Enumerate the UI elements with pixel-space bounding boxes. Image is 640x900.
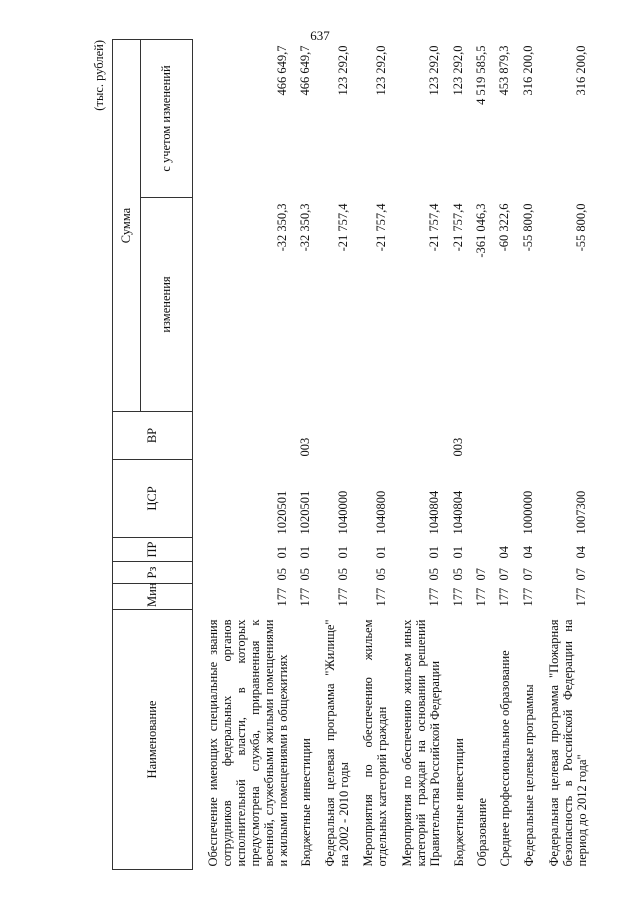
cell-with-change: 123 292,0 [336, 45, 351, 96]
cell-vr: 003 [298, 437, 313, 457]
cell-change: -55 800,0 [574, 203, 588, 252]
cell-with-change: 123 292,0 [373, 45, 388, 96]
header-csr: ЦСР [113, 460, 193, 538]
cell-csr: 1040804 [450, 490, 465, 535]
cell-vr [515, 412, 538, 460]
table-row [193, 40, 294, 870]
table-body [193, 40, 593, 870]
cell-pr: 01 [427, 546, 442, 559]
cell-vr [492, 412, 515, 460]
cell-name: Федеральная целевая программа "Жилище" на 2002 - 2010 годы [323, 619, 352, 867]
cell-change: -21 757,4 [336, 203, 351, 252]
header-name: Наименование [113, 610, 193, 870]
table-row [492, 40, 515, 870]
cell-min: 177 [336, 587, 351, 607]
cell-name: Федеральные целевые программы [521, 684, 536, 867]
cell-pr: 04 [497, 546, 512, 559]
table-row [469, 40, 492, 870]
header-vr: ВР [113, 412, 193, 460]
cell-rz: 05 [450, 568, 465, 581]
header-with-change: с учетом изменений [141, 40, 193, 198]
cell-vr [354, 412, 392, 460]
cell-min: 177 [450, 587, 465, 607]
cell-with-change: 466 649,7 [298, 45, 313, 96]
cell-with-change: 123 292,0 [427, 45, 442, 96]
cell-min: 177 [275, 587, 290, 607]
table-row [392, 40, 445, 870]
cell-pr: 01 [450, 546, 465, 559]
cell-name: Среднее профессиональное образование [498, 650, 513, 867]
table-row [316, 40, 354, 870]
cell-csr: 1040800 [373, 490, 388, 535]
cell-csr [469, 460, 492, 538]
units-label: (тыс. рублей) [92, 40, 106, 111]
cell-change: -21 757,4 [450, 203, 465, 252]
header-summa: Сумма [113, 40, 141, 412]
cell-pr: 01 [336, 546, 351, 559]
cell-min: 177 [298, 587, 313, 607]
cell-min: 177 [520, 587, 535, 607]
cell-min: 177 [574, 587, 588, 607]
header-pr: ПР [113, 538, 193, 562]
cell-change: -32 350,3 [298, 203, 313, 252]
cell-min: 177 [473, 587, 488, 607]
cell-change: -361 046,3 [473, 203, 488, 258]
cell-name: Бюджетные инвестиции [299, 738, 314, 867]
cell-with-change: 4 519 585,5 [473, 45, 488, 105]
rotated-page-content [72, 40, 592, 870]
cell-with-change: 123 292,0 [450, 45, 465, 96]
header-change: изменения [141, 198, 193, 412]
cell-rz: 05 [275, 568, 290, 581]
cell-pr [469, 538, 492, 562]
cell-csr: 1040804 [427, 490, 442, 535]
cell-csr: 1020501 [275, 490, 290, 535]
cell-change: -60 322,6 [497, 203, 512, 252]
table-row [354, 40, 392, 870]
cell-pr: 01 [298, 546, 313, 559]
cell-vr [539, 412, 592, 460]
cell-with-change: 316 200,0 [520, 45, 535, 96]
cell-change: -21 757,4 [427, 203, 442, 252]
cell-with-change: 466 649,7 [275, 45, 290, 96]
cell-change: -32 350,3 [275, 203, 290, 252]
table-row [445, 40, 468, 870]
cell-min: 177 [427, 587, 442, 607]
cell-change: -21 757,4 [373, 203, 388, 252]
cell-vr [316, 412, 354, 460]
cell-change: -55 800,0 [520, 203, 535, 252]
cell-vr [469, 412, 492, 460]
cell-csr: 1040000 [336, 490, 351, 535]
cell-rz: 07 [473, 568, 488, 581]
cell-min: 177 [373, 587, 388, 607]
budget-table [112, 39, 592, 870]
cell-with-change: 453 879,3 [497, 45, 512, 96]
table-row [515, 40, 538, 870]
cell-csr: 1020501 [298, 490, 313, 535]
cell-pr: 04 [574, 546, 588, 559]
table-row [293, 40, 316, 870]
cell-rz: 05 [336, 568, 351, 581]
cell-vr [193, 412, 294, 460]
cell-pr: 01 [373, 546, 388, 559]
cell-rz: 07 [520, 568, 535, 581]
cell-name: Обеспечение имеющих специальные звания сотрудников федеральных органов исполнительной власти, в которых предусмотрена служба, приравненная к военной, служебными жилыми помещениями и жилыми помещениями в общежитиях [206, 619, 291, 867]
cell-pr: 04 [520, 546, 535, 559]
cell-csr: 1007300 [574, 490, 588, 535]
table-header [113, 40, 193, 870]
table-row [539, 40, 592, 870]
page-number: 637 [310, 28, 330, 43]
cell-rz: 05 [373, 568, 388, 581]
cell-name: Мероприятия по обеспечению жильем отдельных категорий граждан [360, 619, 389, 867]
cell-name: Мероприятия по обеспечению жильем иных категорий граждан на основании решений Правительства Российской Федерации [400, 619, 443, 867]
cell-csr: 1000000 [520, 490, 535, 535]
cell-name: Федеральная целевая программа "Пожарная безопасность в Российской Федерации на период до 2012 года" [547, 619, 589, 867]
cell-rz: 07 [574, 568, 588, 581]
cell-vr: 003 [450, 437, 465, 457]
cell-rz: 05 [427, 568, 442, 581]
header-rz: Рз [113, 562, 193, 584]
cell-vr [392, 412, 445, 460]
cell-pr: 01 [275, 546, 290, 559]
cell-csr [492, 460, 515, 538]
cell-with-change: 316 200,0 [574, 45, 588, 96]
cell-rz: 07 [497, 568, 512, 581]
cell-name: Бюджетные инвестиции [451, 738, 466, 867]
cell-min: 177 [497, 587, 512, 607]
cell-name: Образование [474, 797, 489, 867]
cell-rz: 05 [298, 568, 313, 581]
header-min: Мин [113, 584, 193, 610]
